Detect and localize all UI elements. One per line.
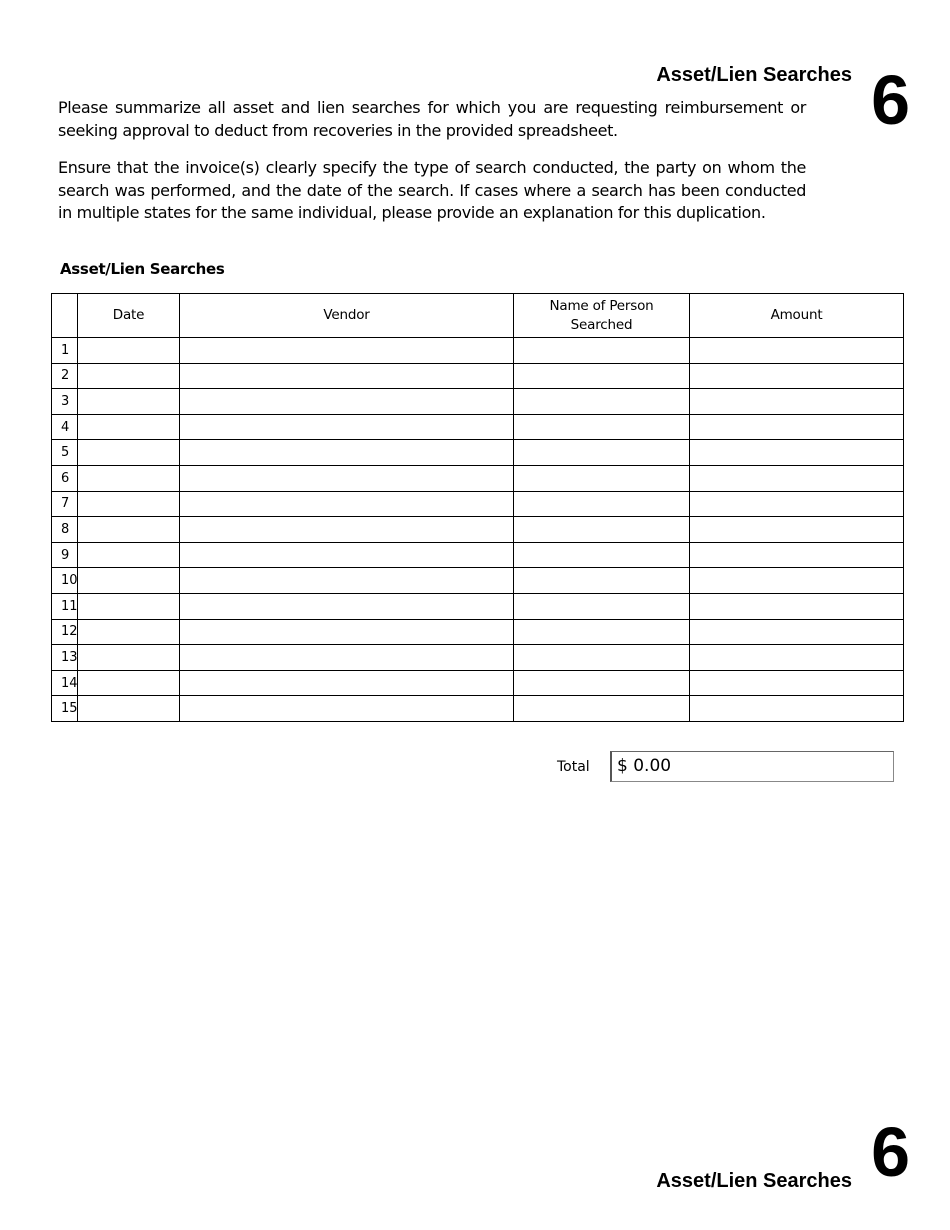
row-number: 4 — [52, 414, 78, 440]
date-cell[interactable] — [78, 517, 180, 543]
vendor-cell[interactable] — [180, 670, 514, 696]
table-row — [52, 619, 904, 645]
date-cell[interactable] — [78, 414, 180, 440]
row-number: 5 — [52, 440, 78, 466]
vendor-cell[interactable] — [180, 491, 514, 517]
table-row — [52, 517, 904, 543]
row-number: 11 — [52, 593, 78, 619]
table-row — [52, 645, 904, 671]
person-searched-cell[interactable] — [514, 568, 690, 594]
row-number: 1 — [52, 338, 78, 364]
table-header-row — [52, 294, 904, 338]
person-searched-cell[interactable] — [514, 670, 690, 696]
table-caption: Asset/Lien Searches — [60, 260, 225, 278]
table-row — [52, 389, 904, 415]
column-header-vendor: Vendor — [180, 294, 514, 338]
column-header-person-searched-label: Name of Person Searched — [549, 297, 654, 333]
person-searched-cell[interactable] — [514, 440, 690, 466]
amount-cell[interactable] — [690, 568, 904, 594]
section-number: 6 — [871, 61, 910, 139]
table-row — [52, 363, 904, 389]
table-row — [52, 568, 904, 594]
person-searched-cell[interactable] — [514, 363, 690, 389]
table-row — [52, 670, 904, 696]
amount-cell[interactable] — [690, 414, 904, 440]
footer-title: Asset/Lien Searches — [656, 1170, 852, 1192]
person-searched-cell[interactable] — [514, 542, 690, 568]
date-cell[interactable] — [78, 363, 180, 389]
row-number: 7 — [52, 491, 78, 517]
total-amount-field[interactable]: $ 0.00 — [610, 751, 894, 782]
table-row — [52, 440, 904, 466]
total-label: Total — [557, 759, 590, 775]
amount-cell[interactable] — [690, 517, 904, 543]
date-cell[interactable] — [78, 491, 180, 517]
vendor-cell[interactable] — [180, 389, 514, 415]
person-searched-cell[interactable] — [514, 696, 690, 722]
amount-cell[interactable] — [690, 670, 904, 696]
row-number: 2 — [52, 363, 78, 389]
amount-cell[interactable] — [690, 696, 904, 722]
column-header-person-searched — [514, 294, 690, 338]
amount-cell[interactable] — [690, 542, 904, 568]
table-row — [52, 414, 904, 440]
amount-cell[interactable] — [690, 440, 904, 466]
table-row — [52, 465, 904, 491]
person-searched-cell[interactable] — [514, 414, 690, 440]
person-searched-cell[interactable] — [514, 593, 690, 619]
row-number: 12 — [52, 619, 78, 645]
date-cell[interactable] — [78, 670, 180, 696]
amount-cell[interactable] — [690, 363, 904, 389]
vendor-cell[interactable] — [180, 363, 514, 389]
table-row — [52, 491, 904, 517]
row-number: 9 — [52, 542, 78, 568]
table-row — [52, 338, 904, 364]
vendor-cell[interactable] — [180, 338, 514, 364]
row-number: 6 — [52, 465, 78, 491]
instructions-paragraph-2: Ensure that the invoice(s) clearly specify the type of search conducted, the party on whom the search was performed, and the date of the search. If cases where a search has been conducted in multiple states for the same individual, please provide an explanation for this duplication. — [58, 158, 806, 222]
asset-lien-table — [51, 293, 904, 722]
instructions-paragraph-1: Please summarize all asset and lien searches for which you are requesting reimbursement or seeking approval to deduct from recoveries in the provided spreadsheet. — [58, 98, 806, 140]
vendor-cell[interactable] — [180, 440, 514, 466]
row-number: 10 — [52, 568, 78, 594]
column-header-date: Date — [78, 294, 180, 338]
vendor-cell[interactable] — [180, 645, 514, 671]
vendor-cell[interactable] — [180, 696, 514, 722]
table-row — [52, 593, 904, 619]
amount-cell[interactable] — [690, 389, 904, 415]
vendor-cell[interactable] — [180, 593, 514, 619]
table-body — [52, 338, 904, 722]
date-cell[interactable] — [78, 696, 180, 722]
vendor-cell[interactable] — [180, 542, 514, 568]
row-number: 15 — [52, 696, 78, 722]
column-header-index — [52, 294, 78, 338]
vendor-cell[interactable] — [180, 619, 514, 645]
vendor-cell[interactable] — [180, 465, 514, 491]
date-cell[interactable] — [78, 619, 180, 645]
table-row — [52, 542, 904, 568]
amount-cell[interactable] — [690, 593, 904, 619]
row-number: 14 — [52, 670, 78, 696]
person-searched-cell[interactable] — [514, 645, 690, 671]
page-title: Asset/Lien Searches — [656, 64, 852, 86]
date-cell[interactable] — [78, 645, 180, 671]
row-number: 8 — [52, 517, 78, 543]
amount-cell[interactable] — [690, 491, 904, 517]
person-searched-cell[interactable] — [514, 465, 690, 491]
date-cell[interactable] — [78, 568, 180, 594]
date-cell[interactable] — [78, 465, 180, 491]
vendor-cell[interactable] — [180, 568, 514, 594]
person-searched-cell[interactable] — [514, 491, 690, 517]
amount-cell[interactable] — [690, 645, 904, 671]
amount-cell[interactable] — [690, 338, 904, 364]
date-cell[interactable] — [78, 542, 180, 568]
footer-section-number: 6 — [871, 1113, 910, 1191]
date-cell[interactable] — [78, 440, 180, 466]
person-searched-cell[interactable] — [514, 619, 690, 645]
row-number: 3 — [52, 389, 78, 415]
person-searched-cell[interactable] — [514, 517, 690, 543]
person-searched-cell[interactable] — [514, 338, 690, 364]
date-cell[interactable] — [78, 389, 180, 415]
table-row — [52, 696, 904, 722]
date-cell[interactable] — [78, 593, 180, 619]
column-header-amount: Amount — [690, 294, 904, 338]
person-searched-cell[interactable] — [514, 389, 690, 415]
amount-cell[interactable] — [690, 465, 904, 491]
row-number: 13 — [52, 645, 78, 671]
vendor-cell[interactable] — [180, 414, 514, 440]
amount-cell[interactable] — [690, 619, 904, 645]
date-cell[interactable] — [78, 338, 180, 364]
vendor-cell[interactable] — [180, 517, 514, 543]
